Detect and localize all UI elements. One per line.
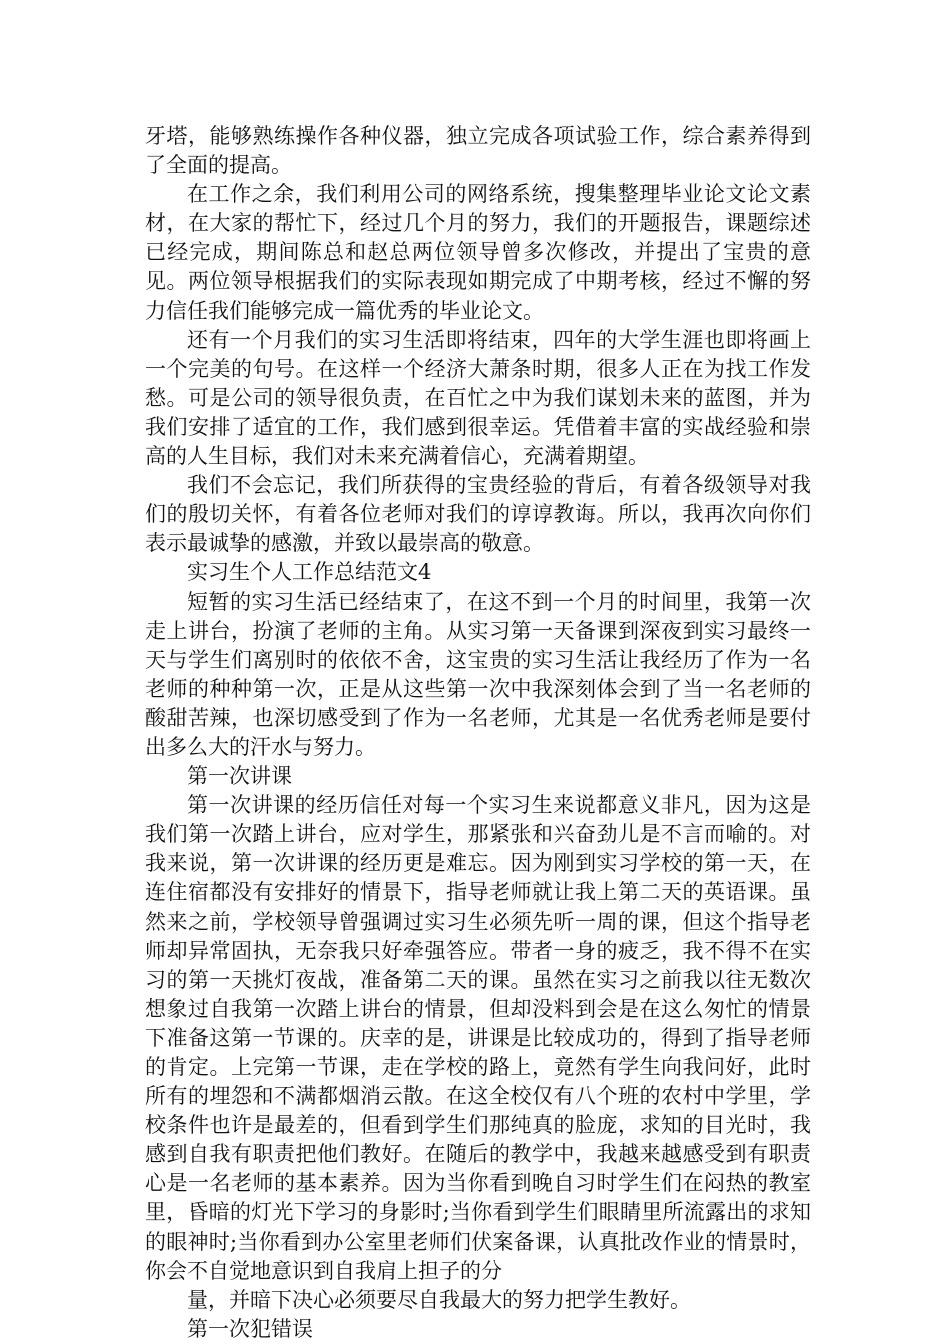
paragraph-continued: 牙塔，能够熟练操作各种仪器，独立完成各项试验工作，综合素养得到了全面的提高。 bbox=[145, 124, 811, 178]
document-body bbox=[145, 122, 811, 1344]
paragraph: 短暂的实习生活已经结束了，在这不到一个月的时间里，我第一次走上讲台，扮演了老师的主角。从实习第一天备课到深夜到实习最终一天与学生们离别时的依依不舍，这宝贵的实习生活让我经历了作为一名老师的种种第一次，正是从这些第一次中我深刻体会到了当一名老师的酸甜苦辣，也深切感受到了作为一名老师，尤其是一名优秀老师是要付出多么大的汗水与努力。 bbox=[145, 589, 811, 759]
paragraph: 我们不会忘记，我们所获得的宝贵经验的背后，有着各级领导对我们的殷切关怀，有着各位老师对我们的谆谆教诲。所以，我再次向你们表示最诚挚的感激，并致以最崇高的敬意。 bbox=[145, 473, 811, 556]
paragraph: 在工作之余，我们利用公司的网络系统，搜集整理毕业论文论文素材，在大家的帮忙下，经过几个月的努力，我们的开题报告，课题综述已经完成，期间陈总和赵总两位领导曾多次修改，并提出了宝贵的意见。两位领导根据我们的实际表现如期完成了中期考核，经过不懈的努力信任我们能够完成一篇优秀的毕业论文。 bbox=[145, 182, 811, 323]
paragraph: 量，并暗下决心必须要尽自我最大的努力把学生教好。 bbox=[187, 1287, 691, 1312]
section-heading: 实习生个人工作总结范文4 bbox=[187, 560, 432, 585]
subsection-heading: 第一次讲课 bbox=[187, 764, 292, 789]
paragraph: 还有一个月我们的实习生活即将结束，四年的大学生涯也即将画上一个完美的句号。在这样一个经济大萧条时期，很多人正在为找工作发愁。可是公司的领导很负责，在百忙之中为我们谋划未来的蓝图，并为我们安排了适宜的工作，我们感到很幸运。凭借着丰富的实战经验和崇高的人生目标，我们对未来充满着信心，充满着期望。 bbox=[145, 327, 811, 469]
paragraph: 第一次讲课的经历信任对每一个实习生来说都意义非凡，因为这是我们第一次踏上讲台，应对学生，那紧张和兴奋劲儿是不言而喻的。对我来说，第一次讲课的经历更是难忘。因为刚到实习学校的第一天，在连住宿都没有安排好的情景下，指导老师就让我上第二天的英语课。虽然来之前，学校领导曾强调过实习生必须先听一周的课，但这个指导老师却异常固执，无奈我只好牵强答应。带者一身的疲乏，我不得不在实习的第一天挑灯夜战，准备第二天的课。虽然在实习之前我以往无数次想象过自我第一次踏上讲台的情景，但却没料到会是在这么匆忙的情景下准备这第一节课的。庆幸的是，讲课是比较成功的，得到了指导老师的肯定。上完第一节课，走在学校的路上，竟然有学生向我问好，此时所有的埋怨和不满都烟消云散。在这全校仅有八个班的农村中学里，学校条件也许是最差的，但看到学生们那纯真的脸庞，求知的目光时，我感到自我有职责把他们教好。在随后的教学中，我越来越感受到有职责心是一名老师的基本素养。因为当你看到晚自习时学生们在闷热的教室里，昏暗的灯光下学习的身影时;当你看到学生们眼睛里所流露出的求知的眼神时;当你看到办公室里老师们伏案备课，认真批改作业的情景时，你会不自觉地意识到自我肩上担子的分 bbox=[145, 793, 811, 1283]
subsection-heading: 第一次犯错误 bbox=[187, 1316, 313, 1341]
